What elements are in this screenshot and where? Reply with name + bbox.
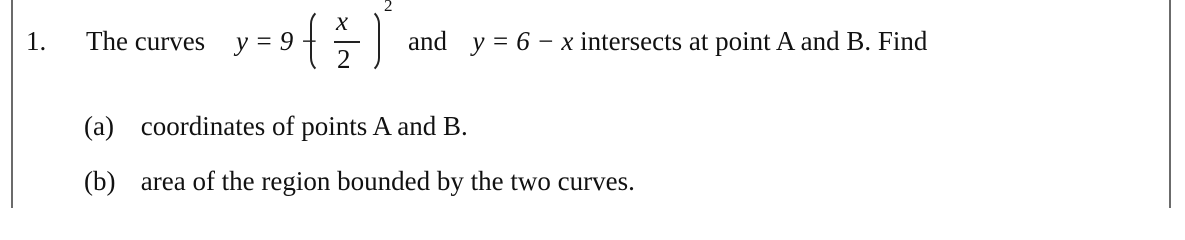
question-intro <box>86 26 205 57</box>
fraction-bar <box>334 41 360 43</box>
connector-text: and <box>408 26 447 56</box>
right-paren <box>364 8 380 74</box>
part-a <box>84 111 468 142</box>
fraction-denominator: 2 <box>337 44 351 74</box>
tail-text: intersects at point A and B. Find <box>580 26 928 56</box>
part-a-label: (a) <box>84 111 114 141</box>
fraction-numerator: x <box>336 6 348 36</box>
part-b-text: area of the region bounded by the two curves. <box>140 166 635 196</box>
part-b-label: (b) <box>84 166 116 196</box>
intro-text: The curves <box>86 26 206 56</box>
curve2-expression: y = 6 − x <box>472 26 574 56</box>
exponent: 2 <box>384 0 393 15</box>
part-a-text: coordinates of points A and B. <box>140 111 468 141</box>
part-b <box>84 166 635 197</box>
left-paren <box>310 8 326 74</box>
question-number: 1. <box>26 26 47 56</box>
curve1-expression: y = 9 − <box>236 26 319 56</box>
curve1-fraction <box>306 2 398 78</box>
question-rest <box>408 26 927 57</box>
